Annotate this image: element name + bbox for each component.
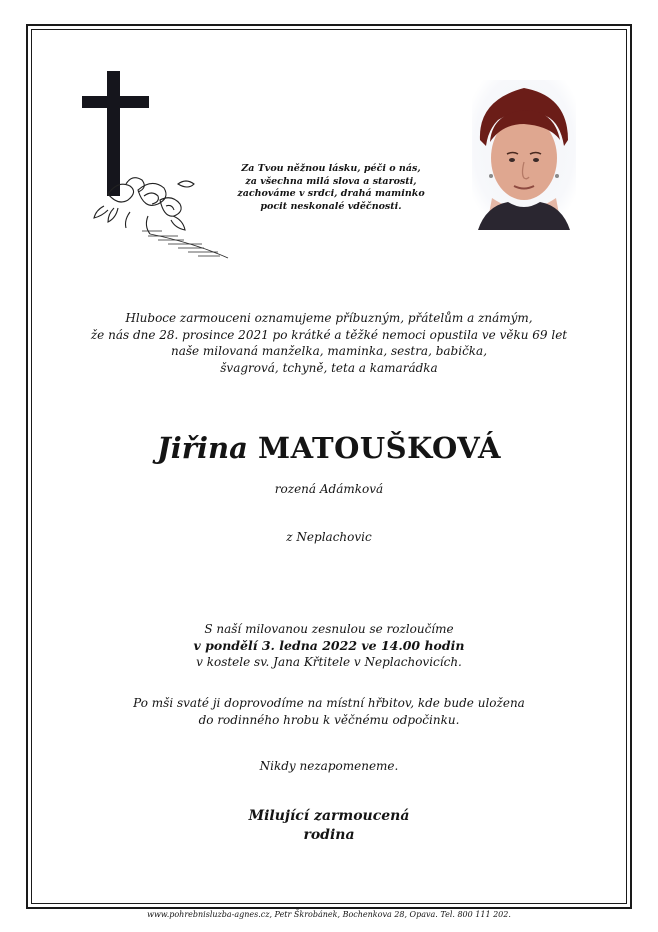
cross-with-roses [78,66,233,266]
portrait-photo [472,80,576,230]
ceremony-intro: S naší milovanou zesnulou se rozloučíme [204,622,454,636]
announcement [31,310,627,376]
cross-icon [78,66,233,266]
ceremony-datetime: v pondělí 3. ledna 2022 ve 14.00 hodin [193,637,465,653]
announcement-line: že nás dne 28. prosince 2021 po krátké a těžké nemoci opustila ve věku 69 let [90,327,568,342]
farewell [31,758,627,775]
verse-line: Za Tvou něžnou lásku, péči o nás, [241,163,421,174]
farewell-text: Nikdy nezapomeneme. [259,759,399,773]
signature [31,807,627,845]
maiden-name [31,481,627,498]
signature-line: Milující zarmoucená [248,808,410,824]
origin [31,529,627,546]
burial-info [31,695,627,728]
maiden-name-text: rozená Adámková [274,482,384,496]
signature-line: rodina [303,827,355,843]
verse [232,163,430,213]
announcement-line: švagrová, tchyně, teta a kamarádka [220,360,438,375]
deceased-name [31,428,627,468]
announcement-line: Hluboce zarmouceni oznamujeme příbuzným, přátelům a známým, [125,311,533,325]
burial-line: Po mši svaté ji doprovodíme na místní hřbitov, kde bude uložena [133,696,525,710]
given-name: Jiřina [156,431,248,465]
ceremony-info [31,621,627,671]
announcement-line: naše milovaná manželka, maminka, sestra, babička, [170,344,488,358]
verse-line: zachováme v srdci, drahá maminko [237,188,425,199]
footer-contact: www.pohrebnisluzba-agnes.cz, Petr Škrobánek, Bochenkova 28, Opava. Tel. 800 111 202. [147,910,511,919]
verse-line: pocit neskonalé vděčnosti. [260,200,402,212]
ceremony-place: v kostele sv. Jana Křtitele v Neplachovicích. [196,655,462,669]
origin-text: z Neplachovic [286,530,372,544]
verse-line: za všechna milá slova a starosti, [245,175,417,187]
surname: MATOUŠKOVÁ [258,431,502,465]
burial-line: do rodinného hrobu k věčnému odpočinku. [198,712,460,727]
